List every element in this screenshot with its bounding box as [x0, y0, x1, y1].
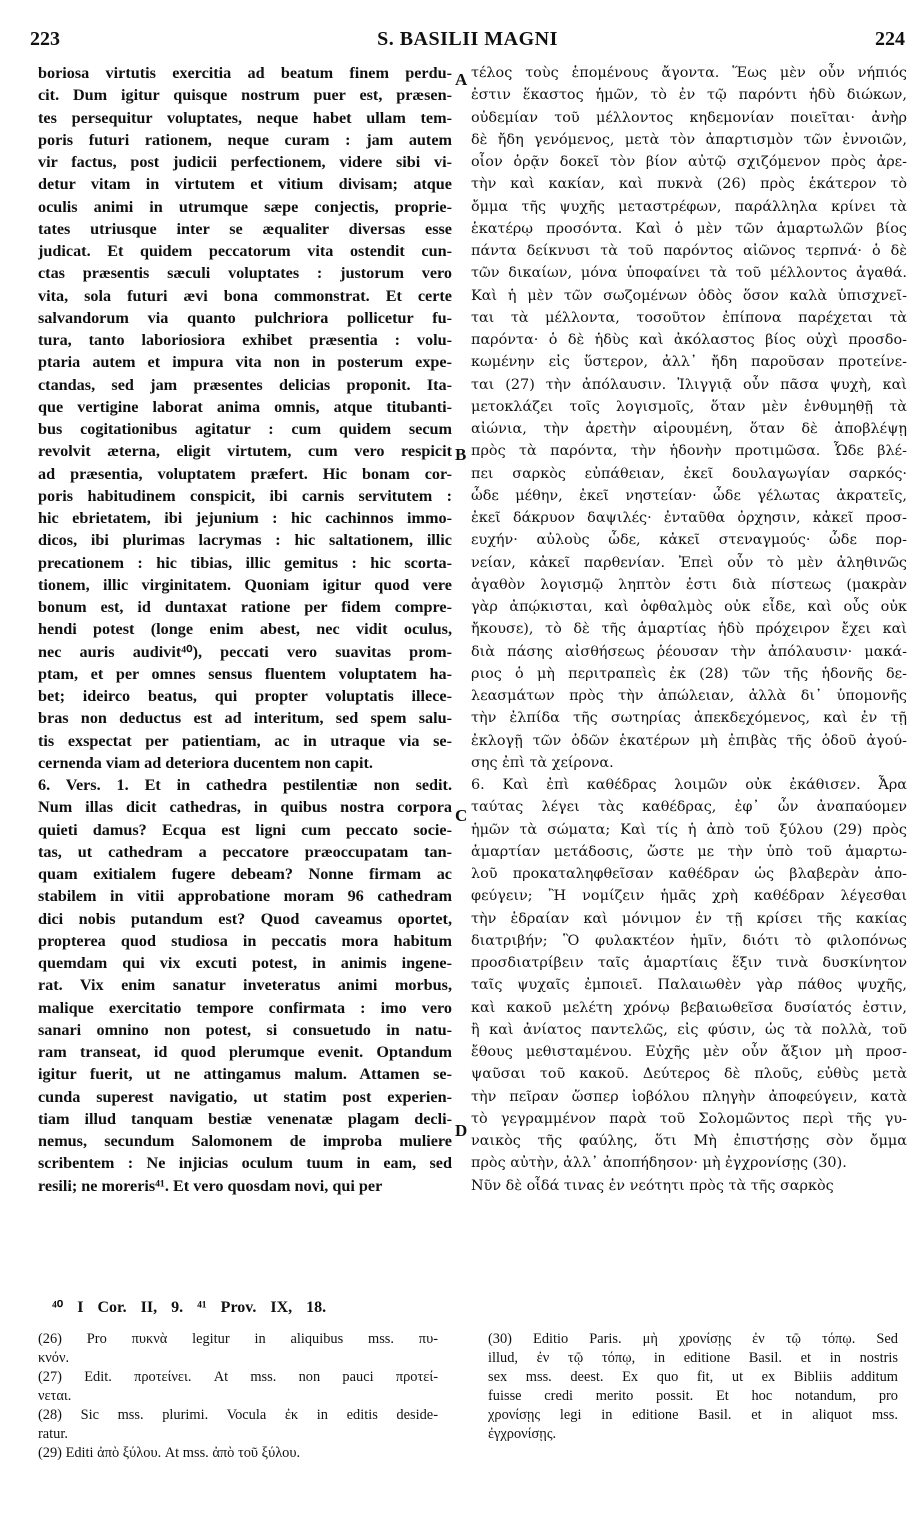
- text-line: bras non deductus est ad interitum, sed spem salu-: [38, 709, 452, 728]
- text-line: hendi potest (longe enim abest, nec vidit oculus,: [38, 620, 452, 639]
- text-line: ἤκουσε), τὸ δὲ τῆς ἁμαρτίας ἡδὺ πρόχειρον ἔχει καὶ: [471, 621, 907, 638]
- text-line: ψαῦσαι τοῦ κακοῦ. Δεύτερος δὲ πλοῦς, εὐθὺς μετὰ: [471, 1066, 907, 1083]
- text-line: ἀγαθὸν λογισμῷ ληπτὸν ἐστι διὰ πίστεως (μακρὰν: [471, 576, 907, 593]
- text-line: τέλος τοὺς ἑπομένους ἄγοντα. Ἕως μὲν οὖν νήπιός: [471, 65, 907, 81]
- text-line: πάντα δείκνυσι τὰ τοῦ παρόντος αἰῶνος τερπνά· ὁ δὲ: [471, 243, 907, 259]
- running-title: S. BASILII MAGNI: [377, 28, 558, 50]
- text-line: Νῦν δὲ οἶδά τινας ἐν νεότητι πρὸς τὰ τῆς σαρκὸς: [471, 1177, 834, 1194]
- footnote-line: ratur.: [38, 1426, 68, 1442]
- text-line: igitur fuerit, ut ne attingamus malum. Attamen se-: [38, 1065, 452, 1084]
- text-line: vir factus, post judicii perfectionem, videre sibi vi-: [38, 153, 452, 171]
- text-line: οὐδεμίαν τοῦ μέλλοντος κηδεμονίαν ποιεῖται· ἀνὴρ: [471, 109, 907, 126]
- text-line: ἐκλογῇ τῶν ὁδῶν ἑκατέρων μὴ ἐπιβὰς τῆς ὁδοῦ ἀγού-: [471, 732, 907, 749]
- latin-column: [38, 62, 452, 1197]
- text-line: poris futuri rationem, neque curam : jam autem: [38, 130, 452, 149]
- text-line: προσδιατρίβειν ταῖς ἁμαρτίαις ἕξιν τινὰ δυσκίνητον: [471, 955, 907, 971]
- text-line: ἑκατέρῳ προσόντα. Καὶ ὁ μὲν τῶν ἁμαρτωλῶν βίος: [471, 220, 907, 237]
- text-line: boriosa virtutis exercitia ad beatum finem perdu-: [38, 64, 452, 82]
- text-line: ριος ὁ μὴ περιτραπεὶς ἐκ (28) τῶν τῆς ἡδονῆς δε-: [471, 665, 907, 682]
- text-line: τὴν πεῖραν ὥσπερ ἰοβόλου πληγὴν ἀποφεύγειν, κατὰ: [471, 1088, 907, 1105]
- text-line: oculis animi in utrumque sæpe conjectis, proprie-: [38, 197, 452, 216]
- text-line: quieti damus? Ecqua est ligni cum peccato socie-: [38, 820, 452, 839]
- text-line: ναικὸς τῆς φαύλης, ὅτι Μὴ ἐπιστήσῃς σὸν ὄμμα: [471, 1133, 907, 1149]
- text-line: ram transeat, id quod plerumque evenit. Optandum: [38, 1043, 452, 1061]
- text-line: ctandas, sed jam præsentes delicias proponit. Ita-: [38, 375, 452, 394]
- footnote-line: illud, ἐν τῷ τόπῳ, in editione Basil. et in nostris: [488, 1350, 898, 1366]
- footnotes-right: [488, 1330, 898, 1444]
- text-line: ὄμμα τῆς ψυχῆς μεταστρέφων, παράλληλα κρίνει τὰ: [471, 198, 907, 215]
- text-line: detur vitam in virtutem et vitium divisam; atque: [38, 175, 452, 194]
- text-line: ptam, et per omnes sensus fluentem voluptatem ha-: [38, 664, 452, 683]
- text-line: οἷον ὁρᾷν δοκεῖ τὸν βίον αὐτῷ σχιζόμενον πρὸς ἀρε-: [471, 154, 907, 170]
- text-line: propterea quod studiosa in peccatis mora habitum: [38, 931, 452, 950]
- text-line: ctas præsentis sæculi voluptates : justorum vero: [38, 264, 452, 283]
- margin-marker-b: B: [455, 445, 467, 464]
- footnote-line: (30) Editio Paris. μὴ χρονίσῃς ἐν τῷ τόπῳ. Sed: [488, 1331, 898, 1347]
- text-line: 6. Καὶ ἐπὶ καθέδρας λοιμῶν οὐκ ἐκάθισεν. Ἆρα: [471, 777, 907, 793]
- text-line: tis exspectat per patientiam, ac in utraque via se-: [38, 731, 452, 750]
- text-line: τὴν ἑδραίαν καὶ μόνιμον ἐν τῇ κρίσει τῆς κακίας: [471, 910, 907, 927]
- text-line: hic ebrietatem, ibi jejunium : hic cachinnos immo-: [38, 509, 452, 527]
- text-line: λοῦ προκαταληφθεῖσαν καθέδραν ὡς βλαβερὰν ἀπο-: [471, 866, 907, 882]
- text-line: ptaria autem et impura vita non in posterum expe-: [38, 353, 452, 372]
- text-line: αἰώνια, τὴν ἀρετὴν αἱρουμένη, ὅταν δὲ ἀποβλέψῃ: [471, 421, 907, 437]
- text-line: τὴν ἐλπίδα τῆς σωτηρίας ἀπεκδεχόμενος, καὶ ἐν τῇ: [471, 710, 907, 727]
- text-line: σης ἐπὶ τὰ χείρονα.: [471, 754, 614, 771]
- footnote-line: (27) Edit. προτείνει. At mss. non pauci προτεί-: [38, 1369, 438, 1385]
- text-line: Num illas dicit cathedras, in quibus nostra corpora: [38, 798, 452, 817]
- text-line: τῶν δικαίων, μόνα ὑποφαίνει τὰ τοῦ μέλλοντος ἀγαθά.: [471, 265, 907, 282]
- text-line: resili; ne moreris⁴¹. Et vero quosdam novi, qui per: [38, 1176, 383, 1195]
- footnote-line: (26) Pro πυκνὰ legitur in aliquibus mss. πυ-: [38, 1331, 438, 1347]
- text-line: stabilem in vitii approbatione moram 96 cathedram: [38, 887, 452, 906]
- text-line: tes persequitur voluptates, neque habet ullam tem-: [38, 108, 452, 127]
- text-line: bus cogitationibus agitatur : cum quidem secum: [38, 420, 452, 438]
- text-line: ad præsentia, voluptatem præfert. Hic bonam cor-: [38, 464, 452, 483]
- text-line: τὴν καὶ κακίαν, καὶ πυκνὰ (26) πρὸς ἑκάτερον τὸ: [471, 176, 907, 193]
- text-line: πρὸς αὐτὴν, ἀλλ᾽ ἀποπήδησον· μὴ ἐγχρονίσῃς (30).: [471, 1155, 847, 1172]
- margin-marker-c: C: [455, 806, 468, 825]
- text-line: καὶ κακοῦ μελέτη χρόνῳ βεβαιωθεῖσα δυσίατός ἐστιν,: [471, 999, 907, 1016]
- text-line: ται τὰ μέλλοντα, τοσοῦτον ἐπίπονα παρέχεται τὰ: [471, 309, 907, 326]
- text-line: φεύγειν; Ἢ νομίζειν ἡμᾶς χρὴ καθέδραν λέγεσθαι: [471, 888, 907, 905]
- text-line: quam exitialem fugere debeam? Nonne firmam ac: [38, 865, 452, 883]
- text-line: ἔθους μεθισταμένου. Εὐχῆς μὲν οὖν ἄξιον μὴ προσ-: [471, 1044, 907, 1060]
- text-line: πρὸς τὰ παρόντα, τὴν ἡδονὴν προτιμῶσα. Ὧδε βλέ-: [471, 443, 907, 460]
- text-line: nemus, secundum Salomonem de improba muliere: [38, 1132, 452, 1150]
- text-line: salvandorum via quanto pulchriora pollicetur fu-: [38, 308, 452, 327]
- page-number-right: 224: [875, 28, 905, 50]
- text-line: nec auris audivit⁴⁰), peccati vero suavitas prom-: [38, 642, 452, 661]
- footnote-line: χρονίσῃς legi in editione Basil. et in aliquot mss.: [488, 1407, 898, 1423]
- text-line: tas, ut cathedram a peccatore præoccupatam tan-: [38, 842, 452, 861]
- text-line: quemdam qui vix excuti potest, in animis ingene-: [38, 954, 452, 972]
- text-line: precationem : hic tibias, illic gemitus : hic scorta-: [38, 553, 452, 572]
- text-line: ὧδε μέθην, ἐκεῖ νηστείαν· ὧδε γέλωτας ἀκρατεῖς,: [471, 487, 907, 504]
- text-line: tates utriusque inter se æqualiter diversas esse: [38, 219, 452, 238]
- text-line: cernenda viam ad deteriora ducentem non capit.: [38, 753, 373, 772]
- footnote-line: fuisse credi merito possit. Et hoc notandum, pro: [488, 1388, 898, 1404]
- text-line: δὲ ἤδη γενόμενος, μετὰ τὸν ἀπαρτισμὸν τῶν ἐννοιῶν,: [471, 131, 907, 148]
- text-line: scribentem : Ne injicias oculum tuum in eam, sed: [38, 1154, 452, 1173]
- text-line: ευχήν· αὐλοὺς ὧδε, κἀκεῖ στεναγμούς· ὧδε πορ-: [471, 532, 907, 549]
- text-line: πει σαρκὸς εὐπάθειαν, ἐκεῖ δουλαγωγίαν σαρκός·: [471, 465, 907, 482]
- footnote-line: (29) Editi ἀπὸ ξύλου. At mss. ἀπὸ τοῦ ξύλου.: [38, 1445, 301, 1461]
- text-line: κωμένην εἰς ὕστερον, ἀλλ᾽ ἤδη παροῦσαν προτείνε-: [471, 354, 907, 371]
- text-line: ται (27) τὴν ἀπόλαυσιν. Ἰλιγγιᾷ οὖν πᾶσα ψυχὴ, καὶ: [471, 376, 907, 393]
- footnote-line: νεται.: [38, 1388, 72, 1404]
- margin-marker-a: A: [455, 70, 468, 89]
- text-line: judicat. Et quidem peccatorum vita ostendit cun-: [38, 242, 452, 260]
- text-line: tionem, illic virginitatem. Quoniam igitur quod vere: [38, 575, 452, 594]
- footnote-line: sex mss. deest. Ex quo fit, ut ex Bibliis additum: [488, 1369, 898, 1385]
- greek-column: [471, 62, 907, 1197]
- text-line: 6. Vers. 1. Et in cathedra pestilentiæ non sedit.: [38, 776, 452, 794]
- footnote-line: ἐγχρονίσῃς.: [488, 1426, 557, 1442]
- text-line: tiam illud tanquam bestiæ venenatæ plagam decli-: [38, 1109, 452, 1128]
- text-line: λεασμάτων πρὸς τὴν ἀπώλειαν, ἀλλὰ δι᾽ ὑπομονῆς: [471, 688, 907, 704]
- text-line: revolvit æterna, eligit virtutem, cum vero respicit: [38, 442, 452, 461]
- text-line: μετοκλάζει τοῖς λογισμοῖς, ὅταν μὲν ἐνθυμηθῇ τὰ: [471, 398, 907, 415]
- footnote-line: κνόν.: [38, 1350, 70, 1366]
- text-line: ταῖς ψυχαῖς ἐμποιεῖ. Παλαιωθὲν γὰρ πάθος ψυχῆς,: [471, 977, 907, 994]
- text-line: ἐστιν ἕκαστος ἡμῶν, τὸ ἐν τῷ παρόντι ἡδὺ διώκων,: [471, 87, 907, 104]
- text-line: cunda superest navigatio, ut statim post experien-: [38, 1087, 452, 1106]
- text-line: poris habitudinem conspicit, ibi carnis servitutem :: [38, 486, 452, 505]
- text-line: vita, sola futuri ævi bona commonstrat. Et certe: [38, 286, 452, 305]
- page-number-left: 223: [30, 28, 60, 50]
- text-line: dici nobis putandum est? Quod caveamus oportet,: [38, 909, 452, 928]
- text-line: διὰ πάσης αἰσθήσεως ῥέουσαν τὴν ἀπόλαυσιν· μακά-: [471, 643, 907, 660]
- footnotes-left: [38, 1330, 438, 1463]
- text-line: διατριβήν; Ὃ φυλακτέον ἡμῖν, διότι τὸ φιλοπόνως: [471, 932, 907, 949]
- text-line: ἡμῶν τὰ σώματα; Καὶ τίς ἡ ἀπὸ τοῦ ξύλου (29) πρὸς: [471, 821, 907, 838]
- text-line: dicos, ibi plurimas lacrymas : hic saltationem, illic: [38, 531, 452, 550]
- text-line: ἁμαρτίαν μετάδοσις, ὥστε με τὴν ὑπὸ τοῦ ἁμαρτω-: [471, 843, 907, 860]
- text-line: tura, tanto laboriosiora exhibet præsentia : volu-: [38, 331, 452, 349]
- footnote-line: (28) Sic mss. plurimi. Vocula ἐκ in editis deside-: [38, 1407, 438, 1423]
- text-line: cit. Dum igitur quisque nostrum puer est, præsen-: [38, 86, 452, 105]
- text-line: γὰρ ἀπῴκισται, καὶ ὀφθαλμὸς οὐκ εἶδε, καὶ οὖς οὐκ: [471, 599, 907, 615]
- text-line: ἢ καὶ ἀνίατος παντελῶς, εἰς φύσιν, ὡς τὰ πολλὰ, τοῦ: [471, 1021, 907, 1038]
- text-line: bonum est, id duntaxat ratione per fidem compre-: [38, 598, 452, 616]
- text-line: ἐκεῖ δάκρυον δαψιλές· ἐνταῦθα ὀρχησιν, κἀκεῖ προσ-: [471, 510, 907, 526]
- text-line: rat. Vix enim sanatur inveteratus animi morbus,: [38, 976, 452, 995]
- text-line: que vertigine laborat anima omnis, atque titubanti-: [38, 397, 452, 416]
- text-line: Καὶ ἡ μὲν τῶν σωζομένων ὁδὸς ὅσον καλὰ ὑπισχνεῖ-: [471, 287, 907, 304]
- text-line: νείαν, κἀκεῖ παρθενίαν. Ἐπεὶ οὖν τὸ μὲν ἀληθινῶς: [471, 554, 907, 571]
- margin-marker-d: D: [455, 1121, 468, 1140]
- scripture-references: ⁴⁰ I Cor. II, 9. ⁴¹ Prov. IX, 18.: [52, 1299, 327, 1316]
- text-line: sanari omnino non potest, si consuetudo in natu-: [38, 1020, 452, 1039]
- text-line: bet; ideirco beatus, qui propter voluptatis illece-: [38, 687, 452, 705]
- text-line: ταύτας λέγει τὰς καθέδρας, ἐφ᾽ ὧν ἀναπαύομεν: [471, 799, 907, 816]
- page-header: [30, 20, 905, 56]
- text-line: malique exercitatio tempore confirmata : imo vero: [38, 998, 452, 1017]
- text-line: παρόντα· ὁ δὲ ἡδὺς καὶ ἀκόλαστος βίος οὐχὶ προσδο-: [471, 332, 907, 348]
- text-line: τὸ γεγραμμένον παρὰ τοῦ Σολομῶντος περὶ τῆς γυ-: [471, 1110, 907, 1127]
